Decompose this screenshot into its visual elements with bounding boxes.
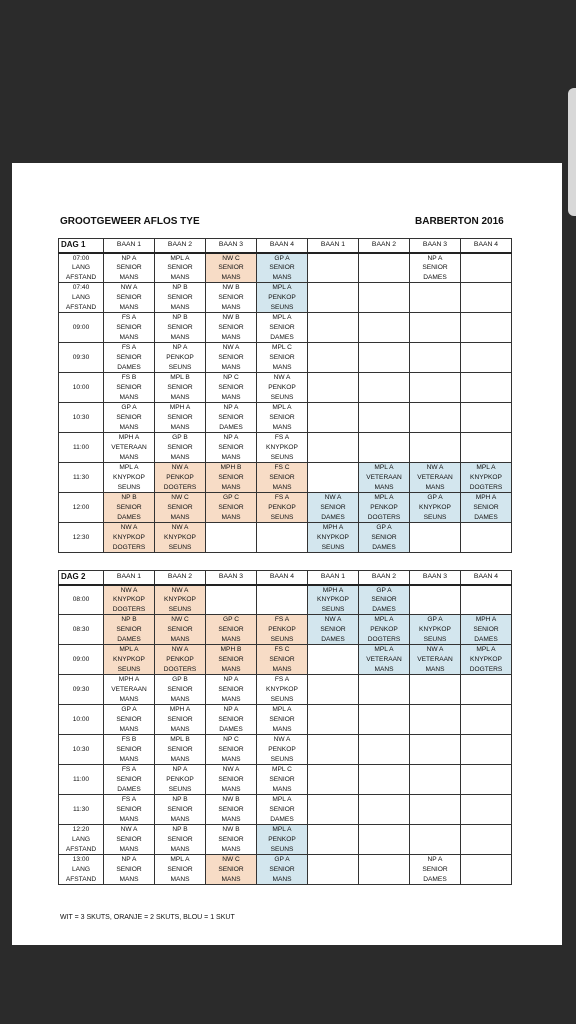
lane-header: BAAN 3 xyxy=(206,239,257,253)
time-cell: 10:00 xyxy=(59,373,104,403)
relay-cell xyxy=(359,705,410,735)
schedule-row xyxy=(59,585,512,615)
relay-cell xyxy=(461,373,512,403)
relay-cell xyxy=(461,343,512,373)
lane-header: BAAN 2 xyxy=(359,239,410,253)
day1-schedule-table xyxy=(58,238,512,553)
relay-cell: MPH A SENIOR MANS xyxy=(155,403,206,433)
lane-header: BAAN 1 xyxy=(104,239,155,253)
relay-cell: MPH A KNYPKOP SEUNS xyxy=(308,585,359,615)
relay-cell: NW C SENIOR MANS xyxy=(155,493,206,523)
schedule-row xyxy=(59,343,512,373)
relay-cell xyxy=(308,675,359,705)
relay-cell xyxy=(359,403,410,433)
relay-cell: MPH A SENIOR DAMES xyxy=(461,493,512,523)
lane-header: BAAN 2 xyxy=(155,571,206,585)
time-cell: 09:00 xyxy=(59,645,104,675)
schedule-row xyxy=(59,493,512,523)
relay-cell: FS C SENIOR MANS xyxy=(257,645,308,675)
relay-cell xyxy=(308,855,359,885)
relay-cell xyxy=(410,313,461,343)
relay-cell xyxy=(359,675,410,705)
relay-cell: MPL A VETERAAN MANS xyxy=(359,645,410,675)
schedule-row xyxy=(59,825,512,855)
relay-cell xyxy=(359,253,410,283)
relay-cell: NP A SENIOR MANS xyxy=(104,855,155,885)
lane-header: BAAN 2 xyxy=(359,571,410,585)
relay-cell: MPL A PENKOP SEUNS xyxy=(257,825,308,855)
relay-cell: MPL A PENKOP DOGTERS xyxy=(359,615,410,645)
relay-cell xyxy=(308,253,359,283)
schedule-row xyxy=(59,463,512,493)
time-cell: 12:20 LANG AFSTAND xyxy=(59,825,104,855)
relay-cell xyxy=(461,675,512,705)
relay-cell: GP A SENIOR MANS xyxy=(104,403,155,433)
relay-cell: MPL A SENIOR MANS xyxy=(257,705,308,735)
relay-cell xyxy=(410,373,461,403)
relay-cell xyxy=(461,765,512,795)
relay-cell: NW A KNYPKOP DOGTERS xyxy=(104,585,155,615)
relay-cell xyxy=(461,735,512,765)
relay-cell: GP B SENIOR MANS xyxy=(155,675,206,705)
relay-cell xyxy=(410,403,461,433)
time-cell: 11:30 xyxy=(59,795,104,825)
time-cell: 11:00 xyxy=(59,433,104,463)
relay-cell: NW A SENIOR MANS xyxy=(104,283,155,313)
relay-cell: FS A PENKOP SEUNS xyxy=(257,615,308,645)
relay-cell: GP C SENIOR MANS xyxy=(206,493,257,523)
time-cell: 07:40 LANG AFSTAND xyxy=(59,283,104,313)
relay-cell: FS A SENIOR MANS xyxy=(104,313,155,343)
relay-cell: NP B SENIOR MANS xyxy=(155,313,206,343)
relay-cell xyxy=(359,433,410,463)
relay-cell: MPL C SENIOR MANS xyxy=(257,765,308,795)
time-cell: 10:30 xyxy=(59,735,104,765)
schedule-row xyxy=(59,705,512,735)
time-cell: 09:00 xyxy=(59,313,104,343)
lane-header: BAAN 2 xyxy=(155,239,206,253)
schedule-row xyxy=(59,795,512,825)
lane-header: BAAN 1 xyxy=(308,571,359,585)
schedule-row xyxy=(59,523,512,553)
lane-header: BAAN 4 xyxy=(257,571,308,585)
relay-cell: MPL A SENIOR DAMES xyxy=(257,795,308,825)
relay-cell: NW B SENIOR MANS xyxy=(206,825,257,855)
relay-cell: GP A KNYPKOP SEUNS xyxy=(410,493,461,523)
relay-cell xyxy=(308,373,359,403)
relay-cell: GP C SENIOR MANS xyxy=(206,615,257,645)
relay-cell xyxy=(461,283,512,313)
relay-cell: NP A SENIOR DAMES xyxy=(410,253,461,283)
relay-cell: NW B SENIOR MANS xyxy=(206,795,257,825)
relay-cell xyxy=(206,523,257,553)
relay-cell: NW A SENIOR MANS xyxy=(206,765,257,795)
relay-cell: MPH A KNYPKOP SEUNS xyxy=(308,523,359,553)
time-cell: 11:30 xyxy=(59,463,104,493)
relay-cell xyxy=(359,373,410,403)
relay-cell: MPL A SENIOR MANS xyxy=(155,253,206,283)
relay-cell: NP A SENIOR DAMES xyxy=(410,855,461,885)
relay-cell: MPL A SENIOR MANS xyxy=(155,855,206,885)
relay-cell: FS A SENIOR DAMES xyxy=(104,343,155,373)
relay-cell: MPL B SENIOR MANS xyxy=(155,373,206,403)
relay-cell xyxy=(308,825,359,855)
schedule-row xyxy=(59,433,512,463)
relay-cell xyxy=(461,825,512,855)
relay-cell: NP C SENIOR MANS xyxy=(206,373,257,403)
schedule-row xyxy=(59,765,512,795)
schedule-row xyxy=(59,615,512,645)
relay-cell: NW A SENIOR DAMES xyxy=(308,493,359,523)
relay-cell: MPL A PENKOP SEUNS xyxy=(257,283,308,313)
relay-cell: NP B SENIOR MANS xyxy=(155,283,206,313)
schedule-row xyxy=(59,645,512,675)
relay-cell: NW C SENIOR MANS xyxy=(206,855,257,885)
day2-schedule-table xyxy=(58,570,512,885)
relay-cell xyxy=(410,795,461,825)
relay-cell: FS B SENIOR MANS xyxy=(104,735,155,765)
relay-cell xyxy=(461,433,512,463)
relay-cell xyxy=(308,313,359,343)
relay-cell: FS A KNYPKOP SEUNS xyxy=(257,433,308,463)
relay-cell: NP B SENIOR DAMES xyxy=(104,615,155,645)
relay-cell: MPL A KNYPKOP DOGTERS xyxy=(461,463,512,493)
schedule-row xyxy=(59,283,512,313)
schedule-row xyxy=(59,855,512,885)
relay-cell xyxy=(359,795,410,825)
top-dark-area xyxy=(0,0,576,163)
day-label: DAG 1 xyxy=(59,239,104,253)
time-cell: 08:30 xyxy=(59,615,104,645)
relay-cell: NW A PENKOP SEUNS xyxy=(257,735,308,765)
relay-cell xyxy=(359,825,410,855)
relay-cell: MPH A SENIOR DAMES xyxy=(461,615,512,645)
relay-cell: GP A SENIOR MANS xyxy=(257,855,308,885)
relay-cell: MPL B SENIOR MANS xyxy=(155,735,206,765)
relay-cell: MPH A SENIOR MANS xyxy=(155,705,206,735)
relay-cell: MPL A KNYPKOP SEUNS xyxy=(104,645,155,675)
relay-cell: NW A PENKOP SEUNS xyxy=(257,373,308,403)
relay-cell xyxy=(308,705,359,735)
relay-cell: GP A SENIOR DAMES xyxy=(359,585,410,615)
relay-cell xyxy=(461,403,512,433)
relay-cell: MPL A PENKOP DOGTERS xyxy=(359,493,410,523)
relay-cell xyxy=(359,765,410,795)
relay-cell: NW A KNYPKOP SEUNS xyxy=(155,585,206,615)
relay-cell xyxy=(461,705,512,735)
relay-cell: NP B SENIOR MANS xyxy=(155,825,206,855)
lane-header: BAAN 3 xyxy=(410,239,461,253)
relay-cell: MPL A SENIOR MANS xyxy=(257,403,308,433)
schedule-sheet xyxy=(12,163,562,945)
schedule-row xyxy=(59,403,512,433)
relay-cell: NW B SENIOR MANS xyxy=(206,313,257,343)
relay-cell: NP C SENIOR MANS xyxy=(206,735,257,765)
relay-cell xyxy=(410,343,461,373)
relay-cell xyxy=(410,825,461,855)
relay-cell xyxy=(308,433,359,463)
relay-cell: FS A PENKOP SEUNS xyxy=(257,493,308,523)
lane-header: BAAN 4 xyxy=(257,239,308,253)
relay-cell: FS A SENIOR DAMES xyxy=(104,765,155,795)
relay-cell: MPL A KNYPKOP DOGTERS xyxy=(461,645,512,675)
lane-header: BAAN 1 xyxy=(104,571,155,585)
relay-cell: MPL A VETERAAN MANS xyxy=(359,463,410,493)
relay-cell: GP A SENIOR DAMES xyxy=(359,523,410,553)
relay-cell: NP B SENIOR MANS xyxy=(155,795,206,825)
relay-cell: NP A SENIOR MANS xyxy=(206,433,257,463)
relay-cell xyxy=(461,253,512,283)
relay-cell xyxy=(410,585,461,615)
relay-cell: NP A SENIOR DAMES xyxy=(206,705,257,735)
time-cell: 09:30 xyxy=(59,675,104,705)
relay-cell: MPL C SENIOR MANS xyxy=(257,343,308,373)
relay-cell xyxy=(308,343,359,373)
relay-cell: NP A SENIOR MANS xyxy=(104,253,155,283)
time-cell: 11:00 xyxy=(59,765,104,795)
bottom-dark-area xyxy=(0,945,576,1024)
relay-cell: FS A SENIOR MANS xyxy=(104,795,155,825)
time-cell: 08:00 xyxy=(59,585,104,615)
lane-header: BAAN 3 xyxy=(206,571,257,585)
relay-cell xyxy=(461,523,512,553)
relay-cell xyxy=(461,795,512,825)
page-title: GROOTGEWEER AFLOS TYE xyxy=(60,216,200,227)
relay-cell xyxy=(308,463,359,493)
time-cell: 10:00 xyxy=(59,705,104,735)
relay-cell: NP A PENKOP SEUNS xyxy=(155,343,206,373)
relay-cell: MPH B SENIOR MANS xyxy=(206,463,257,493)
relay-cell xyxy=(308,645,359,675)
relay-cell xyxy=(308,765,359,795)
relay-cell xyxy=(308,283,359,313)
time-cell: 12:30 xyxy=(59,523,104,553)
relay-cell: NW A KNYPKOP SEUNS xyxy=(155,523,206,553)
relay-cell xyxy=(257,585,308,615)
relay-cell: GP A SENIOR MANS xyxy=(257,253,308,283)
relay-cell xyxy=(257,523,308,553)
relay-cell xyxy=(410,433,461,463)
relay-cell: FS B SENIOR MANS xyxy=(104,373,155,403)
relay-cell: NW C SENIOR MANS xyxy=(206,253,257,283)
relay-cell xyxy=(461,585,512,615)
relay-cell: NW A SENIOR MANS xyxy=(104,825,155,855)
time-cell: 12:00 xyxy=(59,493,104,523)
relay-cell xyxy=(410,705,461,735)
lane-header: BAAN 4 xyxy=(461,239,512,253)
relay-cell: MPH A VETERAAN MANS xyxy=(104,675,155,705)
time-cell: 13:00 LANG AFSTAND xyxy=(59,855,104,885)
venue-title: BARBERTON 2016 xyxy=(415,216,504,227)
schedule-row xyxy=(59,735,512,765)
relay-cell xyxy=(461,855,512,885)
relay-cell: MPH A VETERAAN MANS xyxy=(104,433,155,463)
time-cell: 09:30 xyxy=(59,343,104,373)
relay-cell: MPL A SENIOR DAMES xyxy=(257,313,308,343)
relay-cell xyxy=(410,523,461,553)
relay-cell: NW C SENIOR MANS xyxy=(155,615,206,645)
relay-cell xyxy=(410,283,461,313)
relay-cell xyxy=(359,343,410,373)
relay-cell: GP A KNYPKOP SEUNS xyxy=(410,615,461,645)
relay-cell: NW A SENIOR MANS xyxy=(206,343,257,373)
schedule-row xyxy=(59,253,512,283)
relay-cell xyxy=(308,795,359,825)
relay-cell: MPH B SENIOR MANS xyxy=(206,645,257,675)
relay-cell xyxy=(461,313,512,343)
relay-cell xyxy=(410,765,461,795)
relay-cell: MPL A KNYPKOP SEUNS xyxy=(104,463,155,493)
lane-header: BAAN 4 xyxy=(461,571,512,585)
scroll-handle[interactable] xyxy=(568,88,576,216)
relay-cell: NW A VETERAAN MANS xyxy=(410,463,461,493)
relay-cell: NW A KNYPKOP DOGTERS xyxy=(104,523,155,553)
relay-cell: GP A SENIOR MANS xyxy=(104,705,155,735)
relay-cell xyxy=(206,585,257,615)
lane-header: BAAN 3 xyxy=(410,571,461,585)
relay-cell: NW A VETERAAN MANS xyxy=(410,645,461,675)
time-cell: 07:00 LANG AFSTAND xyxy=(59,253,104,283)
relay-cell xyxy=(410,675,461,705)
relay-cell: NW A PENKOP DOGTERS xyxy=(155,463,206,493)
lane-header: BAAN 1 xyxy=(308,239,359,253)
relay-cell xyxy=(308,735,359,765)
relay-cell: FS A KNYPKOP SEUNS xyxy=(257,675,308,705)
relay-cell xyxy=(308,403,359,433)
relay-cell xyxy=(359,313,410,343)
relay-cell xyxy=(359,855,410,885)
day-label: DAG 2 xyxy=(59,571,104,585)
relay-cell: NW B SENIOR MANS xyxy=(206,283,257,313)
relay-cell xyxy=(410,735,461,765)
relay-cell: NW A PENKOP DOGTERS xyxy=(155,645,206,675)
relay-cell: NP A SENIOR DAMES xyxy=(206,403,257,433)
color-legend: WIT = 3 SKUTS, ORANJE = 2 SKUTS, BLOU = 1 SKUT xyxy=(60,914,235,921)
relay-cell: NP A SENIOR MANS xyxy=(206,675,257,705)
relay-cell xyxy=(359,735,410,765)
schedule-row xyxy=(59,373,512,403)
schedule-row xyxy=(59,675,512,705)
relay-cell: FS C SENIOR MANS xyxy=(257,463,308,493)
time-cell: 10:30 xyxy=(59,403,104,433)
relay-cell: NP A PENKOP SEUNS xyxy=(155,765,206,795)
relay-cell xyxy=(359,283,410,313)
relay-cell: NP B SENIOR DAMES xyxy=(104,493,155,523)
relay-cell: GP B SENIOR MANS xyxy=(155,433,206,463)
relay-cell: NW A SENIOR DAMES xyxy=(308,615,359,645)
schedule-row xyxy=(59,313,512,343)
